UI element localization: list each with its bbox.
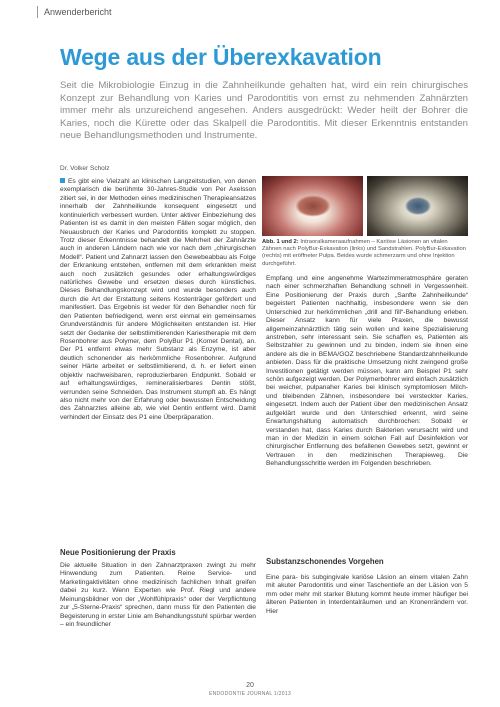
column-left-lower: [60, 562, 256, 629]
column-left: [60, 178, 256, 422]
body-paragraph-2: Die aktuelle Situation in den Zahnarztpraxen zwingt zu mehr Hinwendung zum Patienten. Reine Service- und Marketingaktivitäten ohne medizinisch fachlichen Inhalt greifen dabei zu kurz. Wenn Experten wie Prof. Riegl und andere Meinungsbildner von der „Wohlfühlpraxis“ oder der Verpflichtung zur „5-Sterne-Praxis“ sprechen, dann muss für den Patienten die Begeisterung in erster Linie am Behandlungsstuhl spürbar werden – ein freundlicher: [60, 562, 256, 628]
column-right: [266, 275, 468, 469]
column-right-lower: [266, 574, 468, 616]
journal-name: ENDODONTIE JOURNAL 1/2013: [208, 691, 292, 697]
figure-caption: [262, 239, 468, 268]
body-paragraph-1: [60, 178, 256, 422]
body-paragraph-4: Eine para- bis subgingivale kariöse Läsion an einem vitalen Zahn mit akuter Parodontitis und einer Taschentiefe an der Läsion von 5 mm oder mehr mit starker Blutung kommt heute immer häufiger bei älteren Patienten in Interdentalräumen und an Kronenrändern vor. Hier: [266, 574, 468, 615]
intraoral-photo-left: [262, 176, 363, 236]
article-author: Dr. Volker Scholz: [60, 165, 110, 172]
article-title: Wege aus der Überexkavation: [60, 44, 382, 70]
caption-text: Intraoralkameraaufnahmen – Kariöse Läsionen an vitalen Zähnen nach PolyBur-Exkavation (links) und Sandstrahlen. PolyBur-Exkavation (rechts) mit eröffneter Pulpa. Beides wurde schmerzarm und ohne Injektion durchgeführt.: [262, 239, 466, 267]
body-text-1: Es gibt eine Vielzahl an klinischen Langzeitstudien, von denen exemplarisch die berühmte 30-Jahres-Studie von Per Axelsson zitiert sei, in der Methoden eines medizinischen Therapieansatzes innerhalb der Zahnheilkunde konsequent eingesetzt und kontinuierlich verbessert wurden. Unter aktiver Einbeziehung des Patienten ist es damit in den meisten Fällen sogar möglich, den Neuausbruch der Karies und Parodontitis komplett zu stoppen. Trotz dieser Erkenntnisse behandelt die Mehrheit der Zahnärzte auch in anderen Ländern nach wie vor nach dem „chirurgischen Modell“. Patient und Zahnarzt lassen den Gewebeabbau als Folge der Erkrankung entstehen, entfernen mit dem erkrankten meist auch noch zusätzlich gesundes oder erhaltungswürdiges natürliches Gewebe und ersetzen dieses durch künstliches. Dieses Behandlungskonzept wird und wurde besonders auch durch die Art der Erstattung seitens Kostenträger gefördert und manifestiert. Das Ergebnis ist weder für den Behandler noch für den Patienten befriedigend, wenn erst einmal ein gemeinsames Grundverständnis für andere Möglichkeiten entstanden ist. Hier setzt der Gedanke der selbstlimitierenden Kariestherapie mit dem Rosenbohrer aus Polymer, dem PolyBur P1 (Komet Dental), an. Der P1 entfernt etwas mehr Substanz als Enzyme, ist aber deutlich schonender als herkömmliche Rosenbohrer. Aufgrund seiner Härte arbeitet er selbstlimitierend, d. h. er liefert einen objektiv nachweisbaren, reproduzierbaren Endpunkt. Sobald er auf erhaltungswürdiges, remineralisierbares Dentin stößt, verrunden seine Schneiden. Das Instrument stumpft ab. Es hängt also nicht mehr von der Erfahrung oder bewussten Entscheidung des Zahnarztes alleine ab, wie viel Dentin entfernt wird. Damit verhindert der Einsatz des P1 eine Überpräparation.: [60, 178, 256, 421]
blue-square-bullet-icon: [60, 178, 65, 183]
caption-label: Abb. 1 und 2:: [262, 239, 299, 245]
figure-photos: [262, 176, 468, 236]
body-paragraph-3: Empfang und eine angenehme Wartezimmeratmosphäre geraten nach einer schmerzhaften Behandlung schnell in Vergessenheit. Eine Positionierung der Praxis durch „Sanfte Zahnheilkunde“ begeistert Patienten nachhaltig, insbesondere wenn sie den Unterschied zur herkömmlichen „drill and fill“-Behandlung erleben. Dieser Ansatz kann für viele Praxen, die bewusst allgemeinzahnärztlich tätig sein wollen und keine Spezialisierung anstreben, sehr interessant sein. Sie schaffen es, Patienten als Selbstzahler zu gewinnen und zu binden, indem sie ihnen eine andere als die in BEMA/GOZ beschriebene Standardzahnheilkunde anbieten. Dass für die praktische Umsetzung nicht zwingend große Investitionen getätigt werden müssen, kann am Beispiel P1 sehr schön aufgezeigt werden. Der Polymerbohrer wird einfach zusätzlich bei weicher, pulpanaher Karies bei klinisch symptomlosen Milch- und bleibenden Zähnen, insbesondere bei versteckter Karies, eingesetzt. Indem auch der Patient über den medizinischen Ansatz aufgeklärt wurde und den Unterschied erkennt, wird seine Erwartungshaltung automatisch durchbrochen: Sobald er verstanden hat, dass Karies durch Bakterien verursacht wird und man in der Medizin in einem solchen Fall auf Desinfektion vor chirurgischer Entfernung des befallenen Gewebes setzt, gewinnt er Vertrauen in den medizinischen Therapieweg. Die Behandlungsschritte werden im Folgenden beschrieben.: [266, 275, 468, 468]
article-lead: Seit die Mikrobiologie Einzug in die Zahnheilkunde gehalten hat, wird ein rein chirurgisches Konzept zur Behandlung von Karies und Parodontitis von ernst zu nehmenden Zahnärzten immer mehr als unzureichend angesehen. Anders ausgedrückt: Weder heilt der Bohrer die Karies, noch die Kürette oder das Skalpell die Parodontitis. Mit dieser Erkenntnis entstanden neue Behandlungsmethoden und Instrumente.: [60, 80, 468, 142]
subhead-neue-positionierung: Neue Positionierung der Praxis: [60, 548, 176, 557]
page-number: 20: [246, 682, 254, 689]
section-label: Anwenderbericht: [37, 6, 112, 18]
intraoral-photo-right: [367, 176, 468, 236]
subhead-substanzschonendes: Substanzschonendes Vorgehen: [266, 557, 384, 566]
